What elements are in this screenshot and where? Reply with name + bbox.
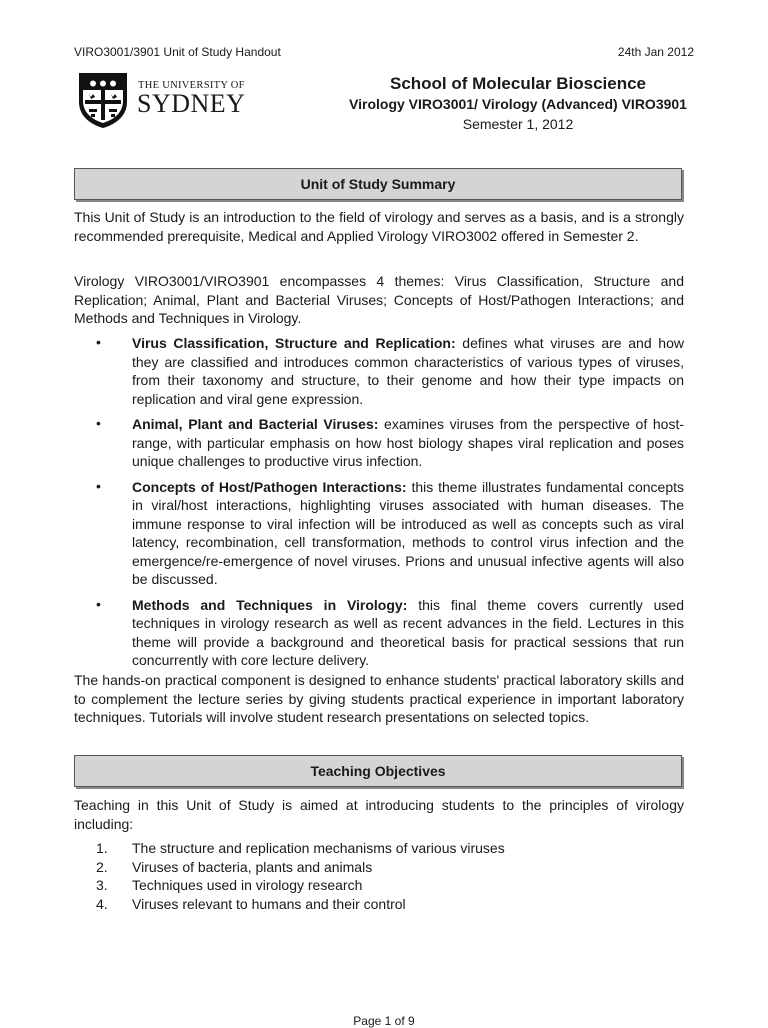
theme-text: this final theme covers currently used techniques in virology research as well as recent advances in the field. Lectures in this theme will provide a background and theoretical basis for practical sessions that run concurrently with core lecture delivery. (132, 596, 684, 668)
theme-title: Methods and Techniques in Virology: (132, 596, 408, 613)
objective-text: Techniques used in virology research (132, 877, 363, 893)
objective-number: 2. (96, 858, 108, 875)
course-title: Virology VIRO3001/ Virology (Advanced) VIRO3901 (349, 96, 687, 112)
objective-text: Viruses of bacteria, plants and animals (132, 858, 373, 875)
bullet-icon: • (96, 415, 101, 431)
objective-item (74, 858, 684, 877)
objective-number: 1. (96, 840, 108, 856)
objective-text: The structure and replication mechanisms of various viruses (132, 840, 505, 856)
school-title: School of Molecular Bioscience (389, 74, 646, 93)
bullet-icon: • (96, 477, 101, 494)
summary-heading: Unit of Study Summary (74, 168, 682, 200)
objective-item (74, 876, 684, 895)
page-number: Page 1 of 9 (353, 1014, 415, 1028)
objective-number: 3. (96, 877, 108, 893)
practical-paragraph: The hands-on practical component is designed to enhance students' practical laboratory skills and to complement the lecture series by giving students practical experience in important laboratory techniques. Tutorials will involve student research presentations on selected topics. (74, 672, 684, 725)
objective-text: Viruses relevant to humans and their control (132, 895, 406, 912)
theme-item (74, 415, 684, 471)
theme-item (74, 596, 684, 670)
theme-item (74, 334, 684, 408)
summary-intro: This Unit of Study is an introduction to the field of virology and serves as a basis, and is a strongly recommended prerequisite, Medical and Applied Virology VIRO3002 offered in Semester 2. (74, 209, 684, 244)
bullet-icon: • (96, 334, 101, 350)
theme-text: examines viruses from the perspective of host-range, with particular emphasis on how host biology shapes viral replication and poses unique challenges to productive virus infection. (132, 416, 684, 469)
theme-text: this theme illustrates fundamental concepts in viral/host interactions, highlighting viruses associated with human diseases. The immune response to viral infection will be introduced as well as concepts such as viral latency, recombination, cell transformation, methods to control virus infection and the emergence/re-emergence of novel viruses. Prions and unusual infective agents will also be discussed. (132, 478, 684, 587)
objective-item (74, 839, 684, 858)
theme-title: Concepts of Host/Pathogen Interactions: (132, 478, 407, 495)
themes-list (74, 334, 684, 677)
header-date: 24th Jan 2012 (617, 45, 694, 59)
objective-item (74, 895, 684, 914)
theme-text: defines what viruses are and how they are classified and introduces common characteristics of various types of viruses, from their taxonomy and structure, to their genome and how their type impacts on replication and viral gene expression. (132, 335, 684, 407)
objectives-list (74, 839, 684, 913)
title-block (286, 74, 750, 134)
themes-intro: Virology VIRO3001/VIRO3901 encompasses 4 themes: Virus Classification, Structure and Replication; Animal, Plant and Bacterial Viruses; Concepts of Host/Pathogen Interactions; and Methods and Techniques in Virology. (74, 273, 684, 326)
objective-number: 4. (96, 895, 108, 912)
theme-item (74, 478, 684, 589)
theme-title: Virus Classification, Structure and Replication: (132, 335, 456, 351)
logo-the-university-of: THE UNIVERSITY OF (138, 80, 245, 91)
logo-sydney: SYDNEY (137, 89, 246, 118)
header-course-code: VIRO3001/3901 Unit of Study Handout (74, 45, 281, 59)
objectives-intro: Teaching in this Unit of Study is aimed at introducing students to the principles of virology including: (74, 797, 684, 832)
theme-title: Animal, Plant and Bacterial Viruses: (132, 416, 379, 432)
university-crest-icon (76, 70, 130, 130)
objectives-heading: Teaching Objectives (74, 755, 682, 787)
bullet-icon: • (96, 595, 101, 612)
semester-title: Semester 1, 2012 (462, 116, 574, 132)
